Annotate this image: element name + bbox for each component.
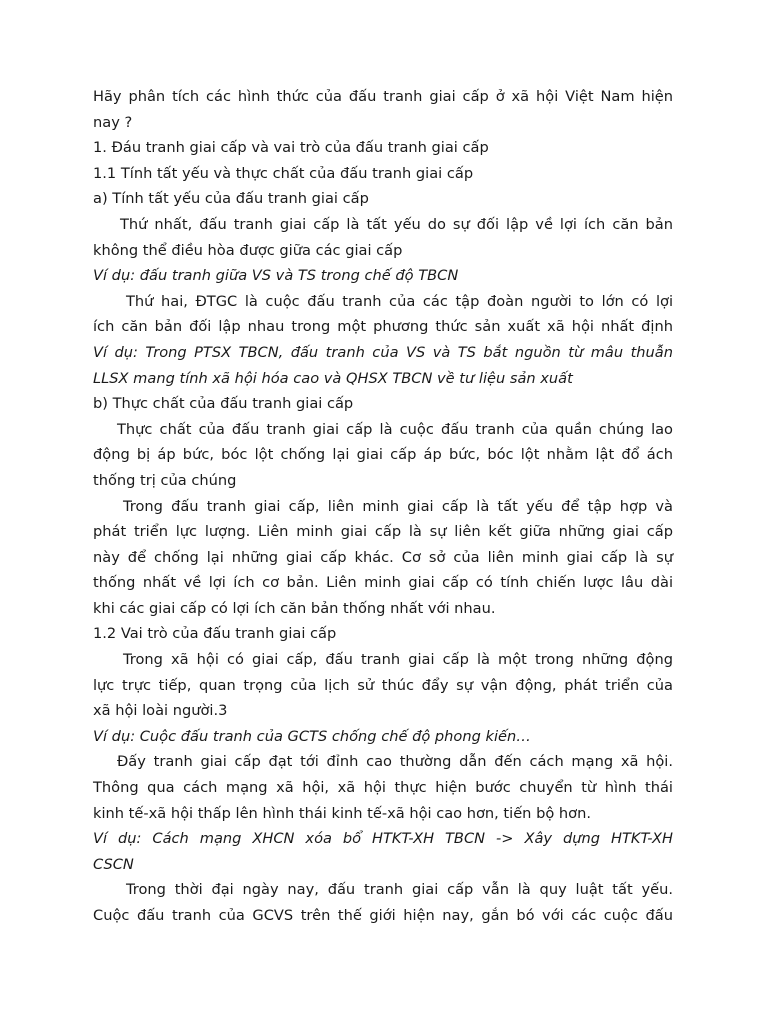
question-title-line-1: Hãy phân tích các hình thức của đấu tranh giai cấp ở xã hội Việt Nam hiện bbox=[93, 88, 673, 105]
paragraph-line: xã hội loài người.3 bbox=[93, 702, 228, 720]
paragraph-line: thống nhất về lợi ích cơ bản. Liên minh giai cấp có tính chiến lược lâu dài bbox=[93, 574, 673, 592]
paragraph-line: này để chống lại những giai cấp khác. Cơ sở của liên minh giai cấp là sự bbox=[93, 548, 673, 566]
paragraph-line: ích căn bản đối lập nhau trong một phương thức sản xuất xã hội nhất định bbox=[93, 318, 673, 336]
paragraph-line: Trong đấu tranh giai cấp, liên minh giai cấp là tất yếu để tập hợp và bbox=[123, 497, 673, 515]
example-line: Ví dụ: đấu tranh giữa VS và TS trong chế độ TBCN bbox=[93, 267, 459, 285]
paragraph-line: thống trị của chúng bbox=[93, 471, 237, 489]
item-heading-b: b) Thực chất của đấu tranh giai cấp bbox=[93, 395, 354, 413]
paragraph-line: Thông qua cách mạng xã hội, xã hội thực hiện bước chuyển từ hình thái bbox=[93, 779, 673, 797]
paragraph-line: Trong thời đại ngày nay, đấu tranh giai cấp vẫn là quy luật tất yếu. bbox=[126, 881, 673, 899]
item-heading-a: a) Tính tất yếu của đấu tranh giai cấp bbox=[93, 190, 369, 208]
paragraph-line: Cuộc đấu tranh của GCVS trên thế giới hiện nay, gắn bó với các cuộc đấu bbox=[93, 907, 673, 924]
paragraph-line: Thứ hai, ĐTGC là cuộc đấu tranh của các tập đoàn người to lớn có lợi bbox=[126, 292, 673, 310]
paragraph-line: lực trực tiếp, quan trọng của lịch sử thúc đẩy sự vận động, phát triển của bbox=[93, 676, 673, 694]
paragraph-line: kinh tế-xã hội thấp lên hình thái kinh tế-xã hội cao hơn, tiến bộ hơn. bbox=[93, 804, 591, 822]
example-line: Ví dụ: Cuộc đấu tranh của GCTS chống chế độ phong kiến… bbox=[93, 727, 531, 745]
paragraph-line: không thể điều hòa được giữa các giai cấp bbox=[93, 241, 403, 259]
subsection-heading-1-1: 1.1 Tính tất yếu và thực chất của đấu tranh giai cấp bbox=[93, 164, 474, 182]
paragraph-line: phát triển lực lượng. Liên minh giai cấp là sự liên kết giữa những giai cấp bbox=[93, 523, 673, 541]
subsection-heading-1-2: 1.2 Vai trò của đấu tranh giai cấp bbox=[93, 625, 337, 643]
paragraph-line: động bị áp bức, bóc lột chống lại giai cấp áp bức, bóc lột nhằm lật đổ ách bbox=[93, 446, 673, 464]
example-line: Ví dụ: Trong PTSX TBCN, đấu tranh của VS và TS bắt nguồn từ mâu thuẫn bbox=[93, 343, 673, 361]
paragraph-line: Trong xã hội có giai cấp, đấu tranh giai cấp là một trong những động bbox=[123, 651, 673, 669]
paragraph-line: Thứ nhất, đấu tranh giai cấp là tất yếu do sự đối lập về lợi ích căn bản bbox=[120, 215, 673, 233]
paragraph-line: khi các giai cấp có lợi ích căn bản thống nhất với nhau. bbox=[93, 599, 496, 617]
paragraph-line: Thực chất của đấu tranh giai cấp là cuộc đấu tranh của quần chúng lao bbox=[117, 420, 673, 438]
document-page bbox=[93, 84, 673, 929]
example-line: CSCN bbox=[93, 855, 134, 873]
example-line: Ví dụ: Cách mạng XHCN xóa bổ HTKT-XH TBCN -> Xây dựng HTKT-XH bbox=[93, 830, 673, 848]
question-title-line-2: nay ? bbox=[93, 113, 133, 131]
section-heading-1: 1. Đáu tranh giai cấp và vai trò của đấu tranh giai cấp bbox=[93, 139, 489, 157]
example-line: LLSX mang tính xã hội hóa cao và QHSX TBCN về tư liệu sản xuất bbox=[93, 369, 573, 387]
paragraph-line: Đấy tranh giai cấp đạt tới đỉnh cao thường dẫn đến cách mạng xã hội. bbox=[117, 753, 673, 771]
